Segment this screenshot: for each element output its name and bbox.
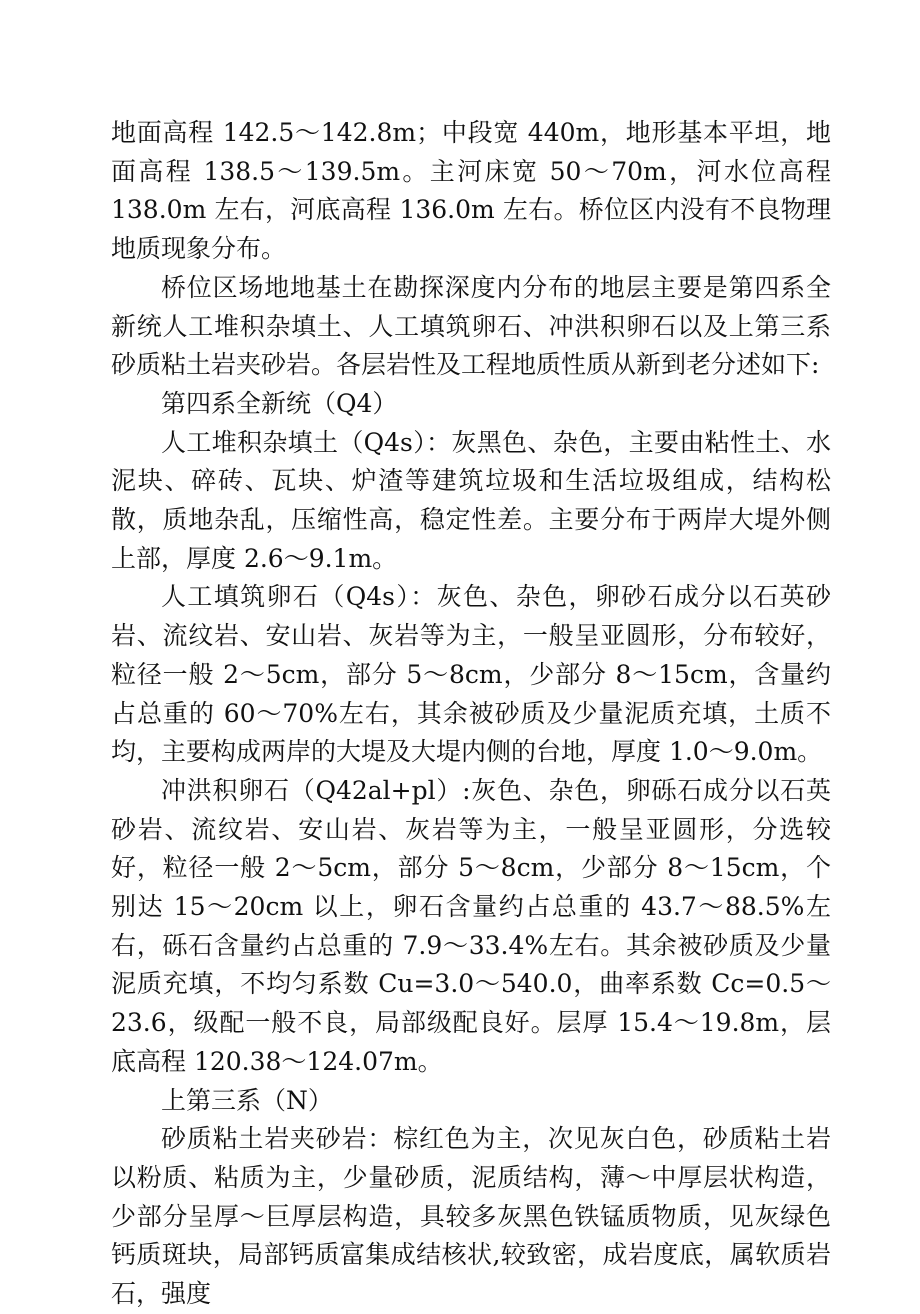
paragraph-miscellaneous-fill: 人工堆积杂填土（Q4s）：灰黑色、杂色，主要由粘性土、水泥块、碎砖、瓦块、炉渣等建筑垃圾和生活垃圾组成，结构松散，质地杂乱，压缩性高，稳定性差。主要分布于两岸大堤外侧上部，厚度 2.6～9.1m。 [111,427,831,573]
section-heading-quaternary: 第四系全新统（Q4） [161,388,398,418]
section-heading-neogene: 上第三系（N） [161,1085,333,1115]
paragraph-fill-pebble: 人工填筑卵石（Q4s）：灰色、杂色，卵砂石成分以石英砂岩、流纹岩、安山岩、灰岩等为主，一般呈亚圆形，分布较好，粒径一般 2～5cm，部分 5～8cm，少部分 8～15cm，含量约占总重的 60～70%左右，其余被砂质及少量泥质充填，土质不均，主要构成两岸的大堤及大堤内侧的台地，厚度 1.0～9.0m。 [111,582,831,767]
document-body [111,114,831,1314]
paragraph-alluvial-pebble: 冲洪积卵石（Q42al+pl）:灰色、杂色，卵砾石成分以石英砂岩、流纹岩、安山岩、灰岩等为主，一般呈亚圆形，分选较好，粒径一般 2～5cm，部分 5～8cm，少部分 8～15cm，个别达 15～20cm 以上，卵石含量约占总重的 43.7～88.5%左右，砾石含量约占总重的 7.9～33.4%左右。其余被砂质及少量泥质充填，不均匀系数 Cu=3.0～540.0，曲率系数 Cc=0.5～23.6，级配一般不良，局部级配良好。层厚 15.4～19.8m，层底高程 120.38～124.07m。 [111,775,831,1076]
paragraph-terrain: 地面高程 142.5～142.8m；中段宽 440m，地形基本平坦，地面高程 138.5～139.5m。主河床宽 50～70m，河水位高程 138.0m 左右，河底高程 136.0m 左右。桥位区内没有不良物理地质现象分布。 [111,118,831,264]
paragraph-strata-overview: 桥位区场地地基土在勘探深度内分布的地层主要是第四系全新统人工堆积杂填土、人工填筑卵石、冲洪积卵石以及上第三系砂质粘土岩夹砂岩。各层岩性及工程地质性质从新到老分述如下: [111,272,831,380]
paragraph-sandy-clay-rock: 砂质粘土岩夹砂岩：棕红色为主，次见灰白色，砂质粘土岩以粉质、粘质为主，少量砂质，泥质结构，薄～中厚层状构造，少部分呈厚～巨厚层构造，具较多灰黑色铁锰质物质，见灰绿色钙质斑块，局部钙质富集成结核状,较致密，成岩度底，属软质岩石，强度 [111,1124,831,1309]
